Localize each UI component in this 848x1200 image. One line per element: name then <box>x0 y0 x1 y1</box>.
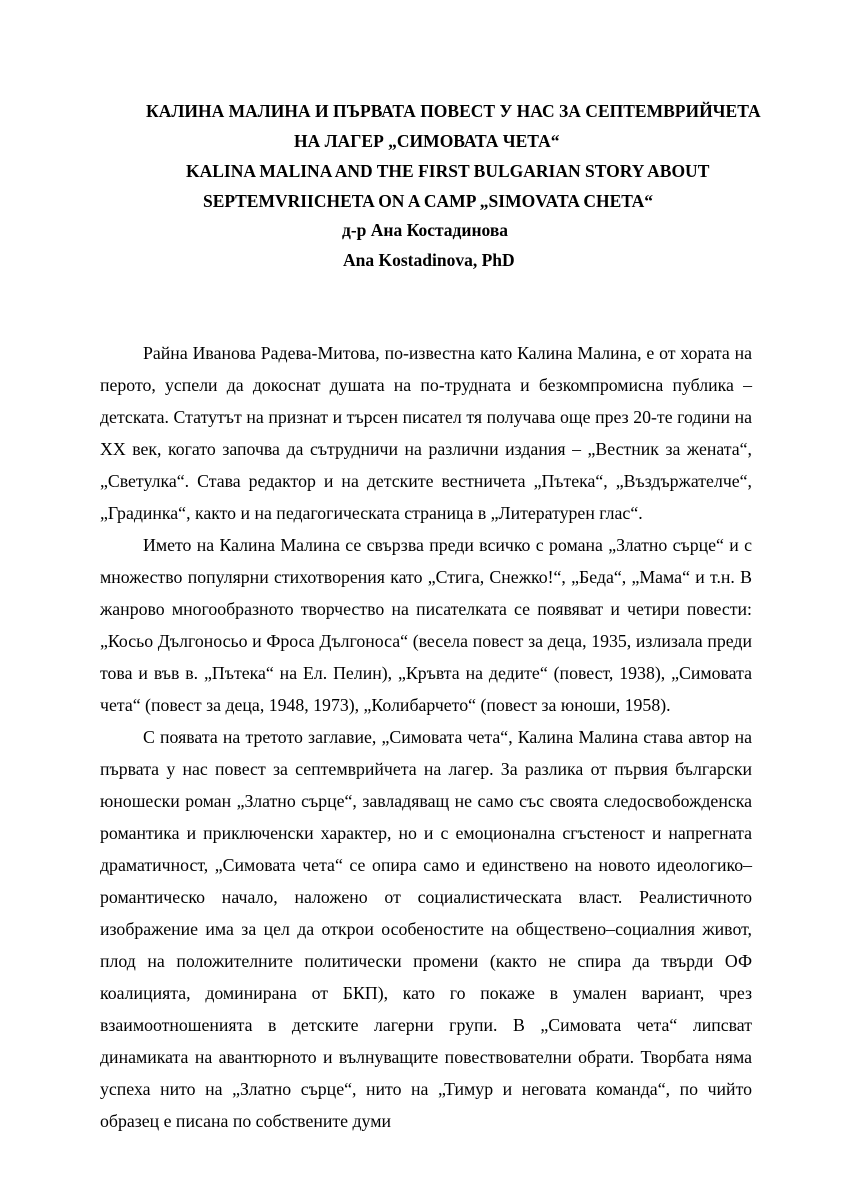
title-bg-line-2: НА ЛАГЕР „СИМОВАТА ЧЕТА“ <box>294 131 560 151</box>
paragraph-3: С появата на третото заглавие, „Симовата чета“, Калина Малина става автор на първата у нас повест за септемврийчета на лагер. За разлика от първия български юношески роман „Златно сърце“, завладяващ не само със своята следосвобожденска романтика и приключенски характер, но и с емоционална сгъстеност и напрегната драматичност, „Симовата чета“ се опира само и единствено на новото идеологико–романтическо начало, наложено от социалистическата власт. Реалистичното изображение има за цел да открои особеностите на обществено–социалния живот, плод на положителните политически промени (както не спира да твърди ОФ коалицията, доминирана от БКП), като го покаже в умален вариант, чрез взаимоотношенията в детските лагерни групи. В „Симовата чета“ липсват динамиката на авантюрното и вълнуващите повествователни обрати. Творбата няма успеха нито на „Златно сърце“, нито на „Тимур и неговата команда“, по чийто образец е писана по собствените думи <box>100 727 752 1131</box>
author-name-bg: д-р Ана Костадинова <box>342 220 509 240</box>
author-name-en: Ana Kostadinova, PhD <box>343 250 515 270</box>
title-en-line-2: SEPTEMVRIICHETA ON A CAMP „SIMOVATA CHETA“ <box>203 191 654 211</box>
article-body <box>100 337 752 1137</box>
title-en-line-1: KALINA MALINA AND THE FIRST BULGARIAN STORY ABOUT <box>186 161 710 181</box>
paragraph-1: Райна Иванова Радева-Митова, по-известна като Калина Малина, е от хората на перото, успели да докоснат душата на по-трудната и безкомпромисна публика – детската. Статутът на признат и търсен писател тя получава още през 20-те години на XX век, когато започва да сътрудничи на различни издания – „Вестник за жената“, „Светулка“. Става редактор и на детските вестничета „Пътека“, „Въздържателче“, „Градинка“, както и на педагогическата страница в „Литературен глас“. <box>100 343 752 523</box>
paragraph-2: Името на Калина Малина се свързва преди всичко с романа „Златно сърце“ и с множество популярни стихотворения като „Стига, Снежко!“, „Беда“, „Мама“ и т.н. В жанрово многообразното творчество на писателката се появяват и четири повести: „Косьо Дългоносьо и Фроса Дългоноса“ (весела повест за деца, 1935, излизала преди това и във в. „Пътека“ на Ел. Пелин), „Кръвта на дедите“ (повест, 1938), „Симовата чета“ (повест за деца, 1948, 1973), „Колибарчето“ (повест за юноши, 1958). <box>100 535 752 715</box>
title-bg-line-1: КАЛИНА МАЛИНА И ПЪРВАТА ПОВЕСТ У НАС ЗА СЕПТЕМВРИЙЧЕТА <box>146 101 761 121</box>
